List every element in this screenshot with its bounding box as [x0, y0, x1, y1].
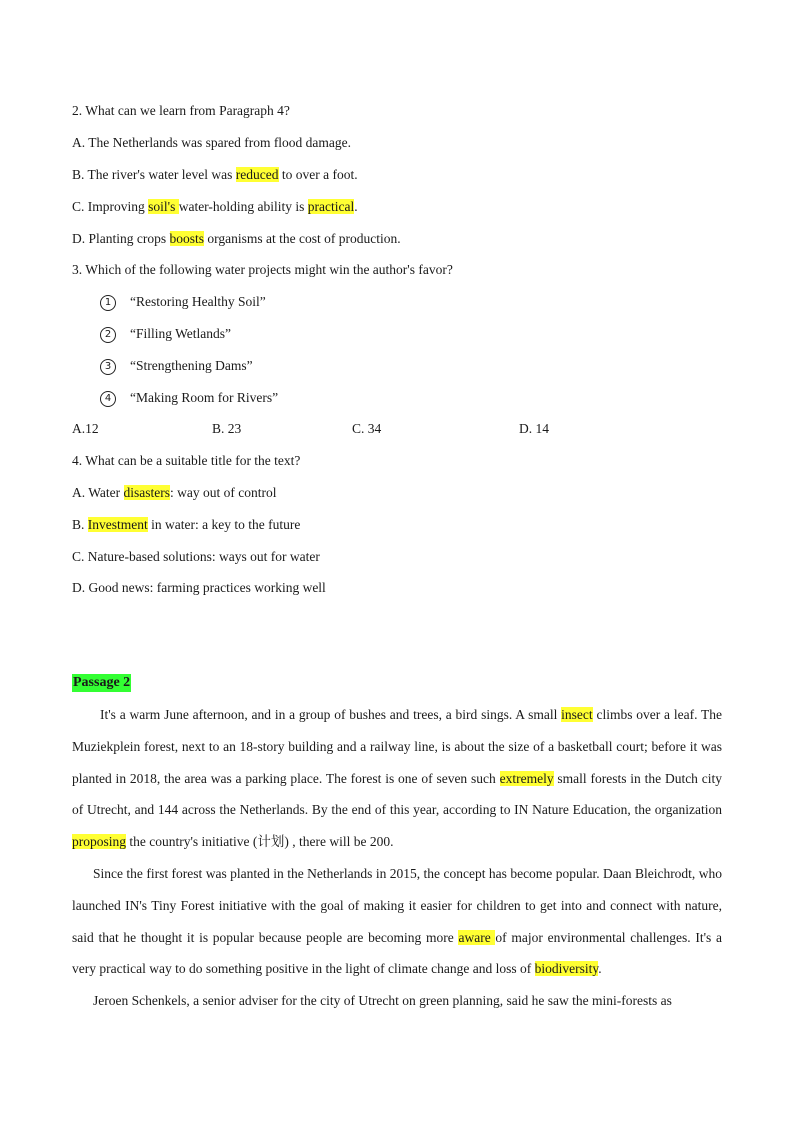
q3-choice-d: D. 14 — [519, 421, 549, 436]
q4-option-b — [72, 516, 300, 534]
highlighted-word: insect — [561, 707, 593, 722]
text: Since the first forest was planted in the Netherlands in 2015, the concept has become popular. Daan Bleichrodt, who launched IN's Tiny Forest initiative with the goal of making it easier for children to get into and connect with nature, said that he thought it is popular because people are becoming more — [72, 866, 722, 945]
passage-paragraph-3 — [72, 985, 722, 1017]
text: A. Water — [72, 485, 124, 500]
text: : way out of control — [170, 485, 277, 500]
q4-option-a — [72, 484, 277, 502]
text: organisms at the cost of production. — [204, 231, 401, 246]
text: . — [354, 199, 358, 214]
highlighted-word: practical — [307, 199, 355, 214]
highlighted-word: reduced — [235, 167, 279, 182]
text: the country's initiative (计划) , there will be 200. — [126, 834, 394, 850]
highlighted-word: soil's — [148, 199, 179, 214]
highlighted-word: aware — [458, 929, 496, 945]
q2-option-b — [72, 166, 358, 184]
passage-paragraph-2 — [72, 858, 722, 985]
q2-option-d — [72, 230, 401, 248]
passage-paragraph-1 — [72, 699, 722, 858]
text: . — [598, 961, 602, 977]
q3-item-3 — [100, 357, 253, 375]
circled-number: 3 — [100, 359, 116, 375]
q3-choice-b: B. 23 — [212, 421, 242, 436]
q2-stem: 2. What can we learn from Paragraph 4? — [72, 103, 290, 118]
q3-item-2 — [100, 325, 231, 343]
text: climbs over a leaf. The Muziekplein forest, next to an 18-story building and a railway line, is about the size of a basketball court; before it was planted in 2018, the area was a parking place. The forest is one of seven such — [72, 707, 722, 786]
highlighted-word: proposing — [72, 834, 126, 850]
circled-number: 1 — [100, 295, 116, 311]
item-text: “Strengthening Dams” — [130, 358, 253, 373]
item-text: “Restoring Healthy Soil” — [130, 294, 266, 309]
q2-option-a: A. The Netherlands was spared from flood damage. — [72, 135, 352, 150]
highlighted-word: biodiversity — [534, 961, 599, 977]
circled-number: 4 — [100, 391, 116, 407]
text: It's a warm June afternoon, and in a group of bushes and trees, a bird sings. A small — [100, 707, 562, 722]
text: of major environmental challenges. It's a very practical way to do something positive in the light of climate change and loss of — [72, 929, 722, 977]
text: B. The river's water level was — [72, 167, 236, 182]
text: to over a foot. — [278, 167, 358, 182]
q4-option-c: C. Nature-based solutions: ways out for water — [72, 549, 320, 564]
highlighted-word: disasters — [123, 485, 171, 500]
text: D. Planting crops — [72, 231, 170, 246]
q3-stem: 3. Which of the following water projects might win the author's favor? — [72, 262, 453, 277]
circled-number: 2 — [100, 327, 116, 343]
item-text: “Filling Wetlands” — [130, 326, 232, 341]
q2-option-c — [72, 198, 358, 216]
highlighted-word: extremely — [499, 770, 554, 786]
q3-choice-a: A.12 — [72, 421, 99, 436]
text: small forests in the Dutch city of Utrecht, and 144 across the Netherlands. By the end of this year, according to IN Nature Education, the organization — [72, 770, 723, 818]
q3-item-4 — [100, 389, 278, 407]
highlighted-word: Investment — [87, 517, 148, 532]
item-text: “Making Room for Rivers” — [130, 390, 279, 405]
text: B. — [72, 517, 88, 532]
text: Jeroen Schenkels, a senior adviser for the city of Utrecht on green planning, said he saw the mini-forests as — [93, 993, 672, 1008]
q4-option-d: D. Good news: farming practices working well — [72, 580, 326, 595]
text: in water: a key to the future — [147, 517, 301, 532]
q3-choice-c: C. 34 — [352, 421, 382, 436]
passage-heading: Passage 2 — [73, 675, 131, 690]
q4-stem: 4. What can be a suitable title for the text? — [72, 453, 301, 468]
highlighted-word: boosts — [169, 231, 205, 246]
text: C. Improving — [72, 199, 149, 214]
text: water-holding ability is — [178, 199, 308, 214]
q3-item-1 — [100, 293, 266, 311]
